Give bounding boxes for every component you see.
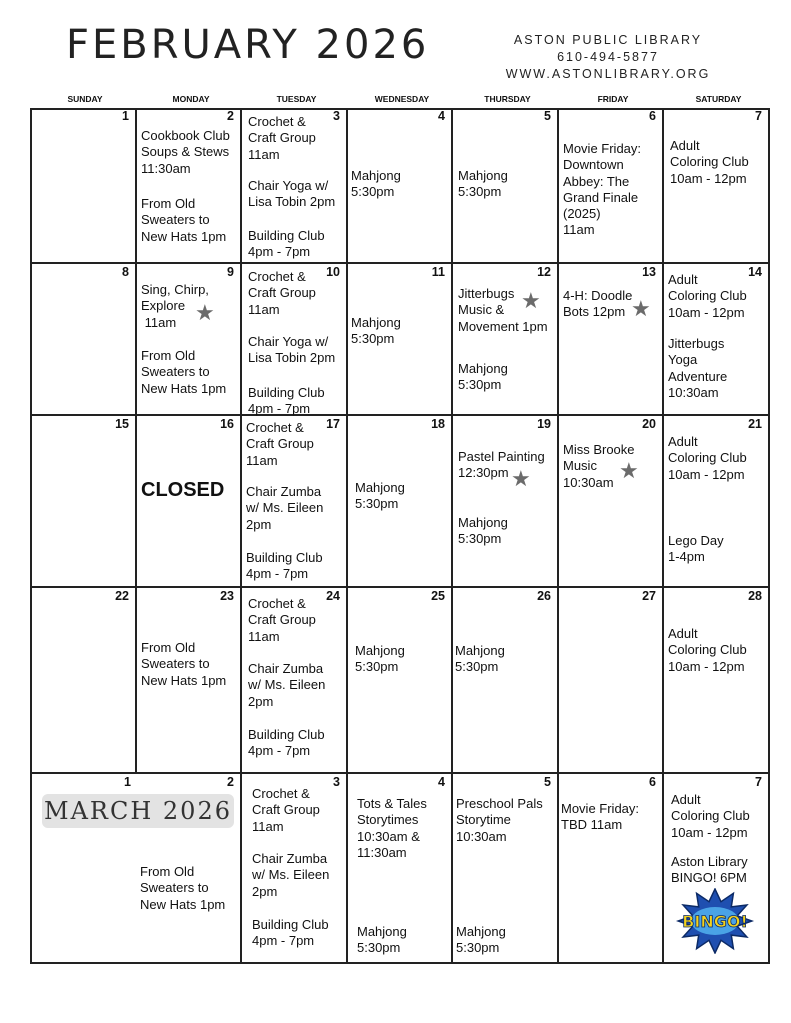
day-cell xyxy=(348,108,453,264)
library-info xyxy=(480,32,736,83)
event-text: Adult Coloring Club 10am - 12pm xyxy=(668,434,747,482)
event-text: Building Club 4pm - 7pm xyxy=(248,228,325,260)
day-cell xyxy=(348,416,453,588)
day-cell xyxy=(453,774,559,964)
event-text: Crochet & Craft Group 11am xyxy=(248,114,316,162)
star-icon: ★ xyxy=(511,466,531,491)
day-cell xyxy=(664,264,770,416)
day-cell xyxy=(559,108,664,264)
event-text: 4-H: Doodle Bots 12pm xyxy=(563,288,633,320)
day-number: 27 xyxy=(642,589,656,603)
day-number: 7 xyxy=(755,109,762,123)
event-text: Chair Zumba w/ Ms. Eileen 2pm xyxy=(252,851,330,899)
event-text: Aston Library BINGO! 6PM xyxy=(671,854,748,886)
day-number: 7 xyxy=(755,775,762,789)
day-number: 9 xyxy=(227,265,234,279)
event-text: Mahjong 5:30pm xyxy=(355,643,405,675)
library-name: ASTON PUBLIC LIBRARY xyxy=(513,33,703,47)
day-number: 3 xyxy=(333,109,340,123)
event-text: Chair Zumba w/ Ms. Eileen 2pm xyxy=(246,484,324,532)
event-text: Mahjong 5:30pm xyxy=(458,361,508,393)
closed-label: CLOSED xyxy=(141,479,225,501)
event-text: Crochet & Craft Group 11am xyxy=(246,420,314,468)
event-text: Adult Coloring Club 10am - 12pm xyxy=(668,626,747,674)
library-phone: 610-494-5877 xyxy=(557,50,659,64)
weekday-label: FRIDAY xyxy=(597,94,629,104)
event-text: Building Club 4pm - 7pm xyxy=(248,727,325,759)
weekday-label: WEDNESDAY xyxy=(374,94,430,104)
day-cell xyxy=(348,588,453,774)
event-text: Mahjong 5:30pm xyxy=(455,643,505,675)
day-number: 19 xyxy=(537,417,551,431)
day-number: 10 xyxy=(326,265,340,279)
day-number: 2 xyxy=(227,109,234,123)
event-text: Building Club 4pm - 7pm xyxy=(252,917,329,949)
day-cell xyxy=(453,108,559,264)
weekday-label: THURSDAY xyxy=(484,94,531,104)
bingo-text: BINGO! xyxy=(682,912,748,931)
event-text: Mahjong 5:30pm xyxy=(458,515,508,547)
event-text: Mahjong 5:30pm xyxy=(357,924,407,956)
library-website: WWW.ASTONLIBRARY.ORG xyxy=(505,67,711,81)
day-cell xyxy=(137,264,242,416)
event-text: Mahjong 5:30pm xyxy=(351,315,401,347)
day-cell xyxy=(137,416,242,588)
weekday-label: SUNDAY xyxy=(67,94,103,104)
day-number: 24 xyxy=(326,589,340,603)
star-icon: ★ xyxy=(521,288,541,313)
event-text: Mahjong 5:30pm xyxy=(456,924,506,956)
day-cell xyxy=(30,264,137,416)
event-text: Crochet & Craft Group 11am xyxy=(248,269,316,317)
event-text: Building Club 4pm - 7pm xyxy=(248,385,325,417)
day-cell xyxy=(664,108,770,264)
event-text: Movie Friday: TBD 11am xyxy=(561,801,640,833)
event-text: Chair Yoga w/ Lisa Tobin 2pm xyxy=(248,334,336,366)
day-number: 11 xyxy=(431,265,445,279)
event-text: Building Club 4pm - 7pm xyxy=(246,550,323,582)
day-cell xyxy=(348,264,453,416)
day-cell xyxy=(242,264,348,416)
event-text: Chair Zumba w/ Ms. Eileen 2pm xyxy=(248,661,326,709)
day-number: 14 xyxy=(748,265,762,279)
day-number: 20 xyxy=(642,417,656,431)
event-text: Chair Yoga w/ Lisa Tobin 2pm xyxy=(248,178,336,210)
event-text: Crochet & Craft Group 11am xyxy=(248,596,316,644)
day-cell xyxy=(559,588,664,774)
calendar-grid xyxy=(30,108,770,964)
day-cell xyxy=(559,264,664,416)
day-number: 17 xyxy=(326,417,340,431)
event-text: Mahjong 5:30pm xyxy=(458,168,508,200)
day-cell xyxy=(348,774,453,964)
star-icon: ★ xyxy=(195,300,215,325)
day-number: 21 xyxy=(748,417,762,431)
event-text: Miss Brooke Music 10:30am xyxy=(563,442,635,490)
day-number: 1 xyxy=(122,109,129,123)
day-number: 28 xyxy=(748,589,762,603)
day-number: 23 xyxy=(220,589,234,603)
day-cell xyxy=(30,588,137,774)
event-text: Lego Day 1-4pm xyxy=(668,533,724,565)
star-icon: ★ xyxy=(619,458,639,483)
day-number: 8 xyxy=(122,265,129,279)
event-text: Jitterbugs Yoga Adventure 10:30am xyxy=(668,336,728,400)
event-text: Cookbook Club Soups & Stews 11:30am xyxy=(141,128,230,176)
event-text: From Old Sweaters to New Hats 1pm xyxy=(141,348,227,396)
day-number: 15 xyxy=(115,417,129,431)
day-cell xyxy=(453,588,559,774)
event-text: Jitterbugs Music & Movement 1pm xyxy=(458,286,548,334)
day-cell xyxy=(242,588,348,774)
event-text: From Old Sweaters to New Hats 1pm xyxy=(141,640,227,688)
event-text: Crochet & Craft Group 11am xyxy=(252,786,320,834)
day-cell xyxy=(453,264,559,416)
day-cell xyxy=(453,416,559,588)
day-cell xyxy=(242,108,348,264)
day-cell xyxy=(242,774,348,964)
day-cell xyxy=(664,588,770,774)
event-text: Adult Coloring Club 10am - 12pm xyxy=(668,272,747,320)
day-number: 4 xyxy=(438,775,445,789)
day-number: 18 xyxy=(431,417,445,431)
event-text: Mahjong 5:30pm xyxy=(351,168,401,200)
day-number: 12 xyxy=(537,265,551,279)
day-cell xyxy=(559,416,664,588)
day-number: 25 xyxy=(431,589,445,603)
day-cell xyxy=(137,108,242,264)
day-cell xyxy=(30,416,137,588)
day-number: 5 xyxy=(544,109,551,123)
event-text: Movie Friday: Downtown Abbey: The Grand Finale (2025) 11am xyxy=(563,141,642,238)
day-cell xyxy=(30,108,137,264)
weekday-header xyxy=(31,94,769,108)
event-text: From Old Sweaters to New Hats 1pm xyxy=(140,864,226,912)
weekday-label: MONDAY xyxy=(172,94,210,104)
day-number: 13 xyxy=(642,265,656,279)
day-number: 6 xyxy=(649,109,656,123)
star-icon: ★ xyxy=(631,296,651,321)
bingo-burst-icon xyxy=(674,888,756,954)
event-text: Mahjong 5:30pm xyxy=(355,480,405,512)
event-text: Adult Coloring Club 10am - 12pm xyxy=(670,138,749,186)
event-text: From Old Sweaters to New Hats 1pm xyxy=(141,196,227,244)
day-number: 4 xyxy=(438,109,445,123)
event-text: Tots & Tales Storytimes 10:30am & 11:30am xyxy=(357,796,427,860)
event-text: Pastel Painting 12:30pm xyxy=(458,449,545,481)
day-cell xyxy=(664,416,770,588)
day-number: 5 xyxy=(544,775,551,789)
day-number: 2 xyxy=(227,775,234,789)
weekday-label: SATURDAY xyxy=(695,94,742,104)
day-cell xyxy=(242,416,348,588)
day-number: 22 xyxy=(115,589,129,603)
day-number: 3 xyxy=(333,775,340,789)
calendar-title: FEBRUARY 2026 xyxy=(66,22,430,68)
day-number: 26 xyxy=(537,589,551,603)
event-text: Adult Coloring Club 10am - 12pm xyxy=(671,792,750,840)
event-text: Preschool Pals Storytime 10:30am xyxy=(456,796,543,844)
march-banner: MARCH 2026 xyxy=(42,794,234,828)
weekday-label: TUESDAY xyxy=(276,94,317,104)
day-cell xyxy=(137,588,242,774)
day-number: 16 xyxy=(220,417,234,431)
day-number: 1 xyxy=(124,775,131,789)
day-number: 6 xyxy=(649,775,656,789)
event-text: Sing, Chirp, Explore 11am xyxy=(141,282,209,330)
day-cell xyxy=(559,774,664,964)
day-cell xyxy=(664,774,770,964)
